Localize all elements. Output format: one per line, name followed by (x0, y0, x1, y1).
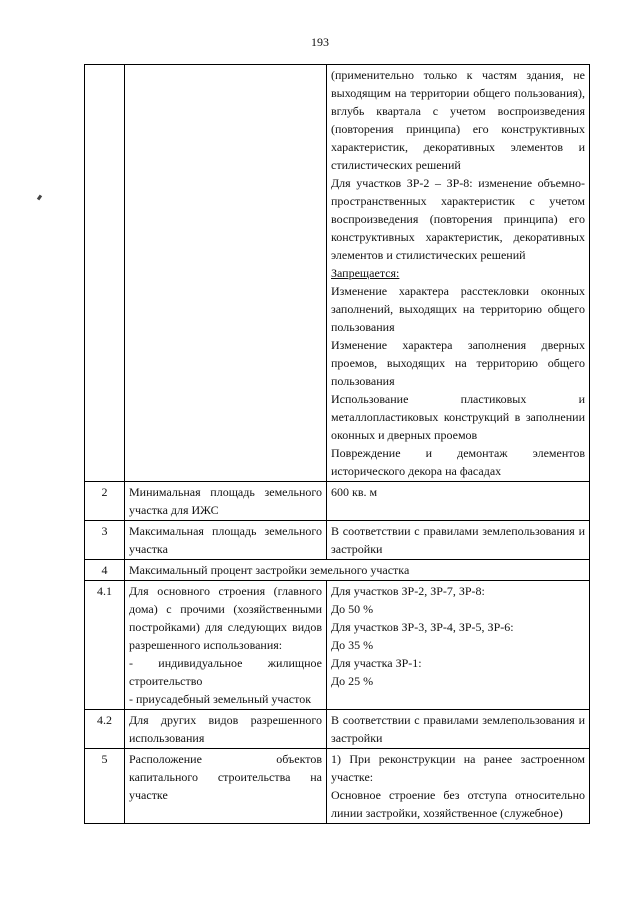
regulations-table (84, 64, 590, 824)
parameter-name (125, 581, 327, 710)
stray-mark (37, 195, 42, 201)
parameter-value: В соответствии с правилами землепользования и застройки (327, 710, 590, 749)
value-paragraph: Основное строение без отступа относительно линии застройки, хозяйственное (служебное) (331, 788, 585, 820)
parameter-value: 600 кв. м (327, 482, 590, 521)
parameter-value (327, 581, 590, 710)
value-paragraph: Изменение характера расстекловки оконных заполнений, выходящих на территорию общего пользования (331, 284, 585, 334)
table-row (85, 482, 590, 521)
prohibited-heading: Запрещается: (331, 266, 400, 280)
table-row (85, 710, 590, 749)
row-number: 4 (85, 560, 125, 581)
row-number: 2 (85, 482, 125, 521)
table-row (85, 749, 590, 824)
value-line: Для участков ЗР-3, ЗР-4, ЗР-5, ЗР-6: (331, 620, 514, 634)
section-heading: Максимальный процент застройки земельного участка (125, 560, 590, 581)
row-number (85, 65, 125, 482)
parameter-name: Минимальная площадь земельного участка для ИЖС (125, 482, 327, 521)
value-line: Для участков ЗР-2, ЗР-7, ЗР-8: (331, 584, 485, 598)
row-number: 4.1 (85, 581, 125, 710)
value-line: До 35 % (331, 638, 374, 652)
parameter-value (327, 65, 590, 482)
parameter-name: Для других видов разрешенного использования (125, 710, 327, 749)
row-number: 5 (85, 749, 125, 824)
value-paragraph: Для участков ЗР-2 – ЗР-8: изменение объемно-пространственных характеристик с учетом воспроизведения (повторения принципа) его конструктивных характеристик, декоративных элементов и стилистических решений (331, 176, 585, 262)
value-paragraph: (применительно только к частям здания, не выходящим на территории общего пользования), вглубь квартала с учетом воспроизведения (повторения принципа) его конструктивных характеристик, декоративных элементов и стилистических решений (331, 68, 585, 172)
parameter-name: Расположение объектов капитального строительства на участке (125, 749, 327, 824)
table-row-continuation (85, 65, 590, 482)
value-line: Для участка ЗР-1: (331, 656, 422, 670)
list-item: - приусадебный земельный участок (129, 692, 312, 706)
value-paragraph: Использование пластиковых и металлопластиковых конструкций в заполнении оконных и дверных проемов (331, 392, 585, 442)
table-row (85, 560, 590, 581)
value-paragraph: Повреждение и демонтаж элементов исторического декора на фасадах (331, 446, 585, 478)
parameter-name-text: Для основного строения (главного дома) с прочими (хозяйственными постройками) для следующих видов разрешенного использования: (129, 584, 322, 652)
value-paragraph: Изменение характера заполнения дверных проемов, выходящих на территорию общего пользования (331, 338, 585, 388)
table-row (85, 581, 590, 710)
parameter-name (125, 65, 327, 482)
parameter-name: Максимальная площадь земельного участка (125, 521, 327, 560)
page-number: 193 (311, 35, 329, 49)
parameter-value (327, 749, 590, 824)
row-number: 3 (85, 521, 125, 560)
row-number: 4.2 (85, 710, 125, 749)
parameter-value: В соответствии с правилами землепользования и застройки (327, 521, 590, 560)
value-line: До 50 % (331, 602, 374, 616)
value-line: До 25 % (331, 674, 374, 688)
list-item: - индивидуальное жилищное строительство (129, 656, 322, 688)
table-row (85, 521, 590, 560)
value-paragraph: 1) При реконструкции на ранее застроенном участке: (331, 752, 585, 784)
